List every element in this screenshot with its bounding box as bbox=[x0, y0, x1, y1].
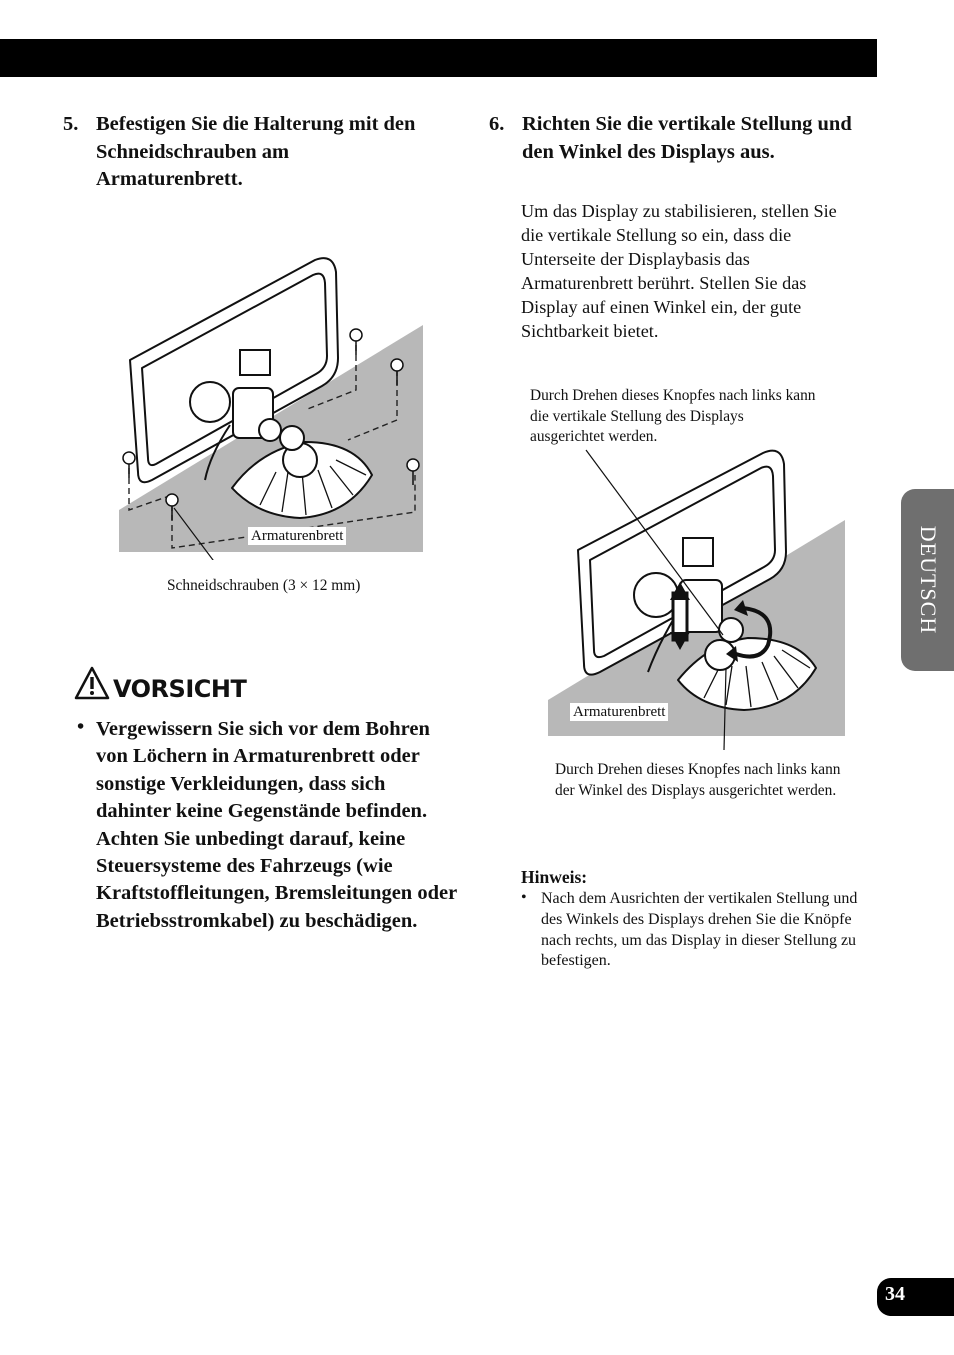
page-number-box bbox=[877, 1278, 954, 1316]
bracket-mounting-illustration bbox=[110, 250, 440, 560]
caution-title: VORSICHT bbox=[113, 675, 247, 703]
figure-2-surface-label: Armaturenbrett bbox=[570, 703, 668, 721]
language-tab-label: DEUTSCH bbox=[915, 525, 941, 635]
step-5-title: Befestigen Sie die Halterung mit den Schneidschrauben am Armaturenbrett. bbox=[96, 113, 416, 190]
note-title: Hinweis: bbox=[521, 867, 588, 887]
step-6-number: 6. bbox=[489, 113, 505, 135]
note-bullet: • bbox=[521, 889, 527, 906]
caution-bullet: • bbox=[77, 716, 85, 738]
step-6-body: Um das Display zu stabilisieren, stellen Sie die vertikale Stellung so ein, dass die Unterseite der Displaybasis das Armaturenbrett berührt. Stellen Sie das Display auf einen Winkel ein, der gute Sichtbarkeit bietet. bbox=[521, 201, 837, 341]
angle-knob-callout: Durch Drehen dieses Knopfes nach links kann der Winkel des Displays ausgerichtet werden. bbox=[555, 761, 841, 799]
caution-text: Vergewissern Sie sich vor dem Bohren von Löchern in Armaturenbrett oder sonstige Verkleidungen, dass sich dahinter keine Gegenstände befinden. Achten Sie unbedingt darauf, keine Steuersysteme des Fahrzeugs (wie Kraftstoffleitungen, Bremsleitungen oder Betriebsstromkabel) zu beschädigen. bbox=[96, 718, 457, 932]
figure-1-surface-label: Armaturenbrett bbox=[248, 527, 346, 545]
page-number: 34 bbox=[885, 1283, 905, 1305]
header-bar bbox=[0, 39, 877, 77]
warning-triangle-icon bbox=[74, 666, 110, 700]
step-6-title: Richten Sie die vertikale Stellung und den Winkel des Displays aus. bbox=[522, 113, 852, 163]
step-5-number: 5. bbox=[63, 113, 79, 135]
note-text: Nach dem Ausrichten der vertikalen Stellung und des Winkels des Displays drehen Sie die Knöpfe nach rechts, um das Display in dieser Stellung zu befestigen. bbox=[541, 890, 858, 970]
figure-1-caption: Schneidschrauben (3 × 12 mm) bbox=[167, 577, 361, 594]
language-tab bbox=[901, 489, 954, 671]
vertical-knob-callout: Durch Drehen dieses Knopfes nach links kann die vertikale Stellung des Displays ausgerichtet werden. bbox=[530, 387, 816, 445]
